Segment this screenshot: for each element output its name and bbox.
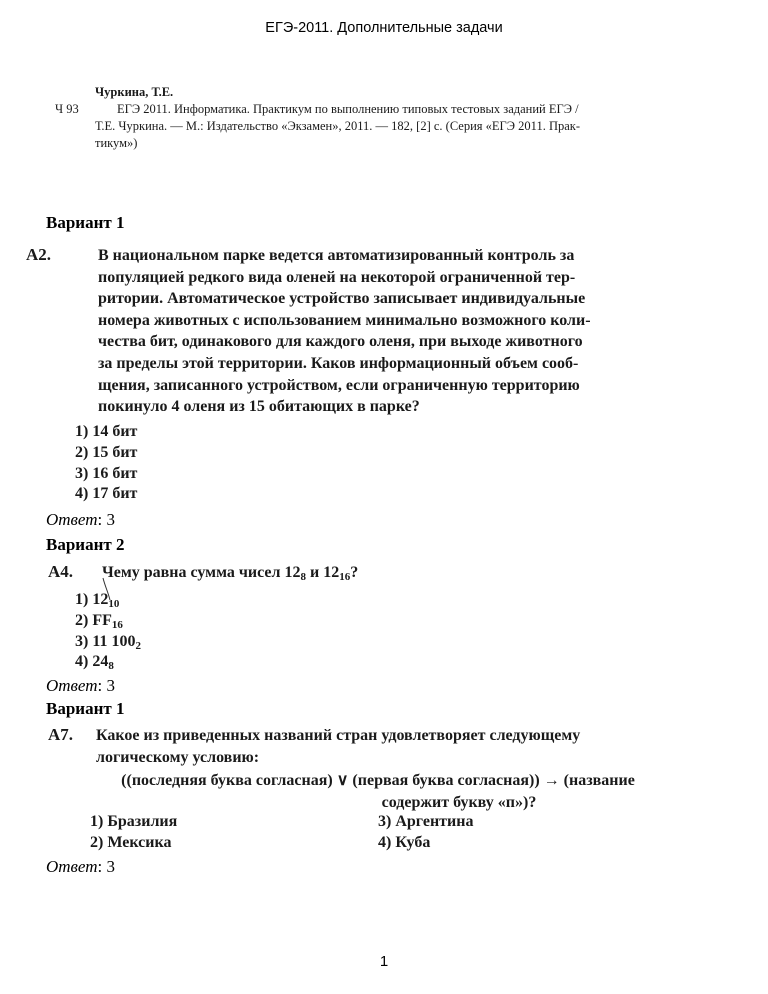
question-number: А2. (26, 245, 52, 264)
answer-label: Ответ (46, 510, 98, 529)
question-part: Чему равна сумма чисел 12 (102, 564, 301, 581)
answer-value: : 3 (97, 676, 116, 695)
question-line: популяцией редкого вида оленей на некоторой ограниченной тер- (98, 268, 576, 286)
formula-line: ((последняя буква согласная) ∨ (первая буква согласная)) → (название (121, 772, 635, 789)
option-3: 3) 11 $100_2$ (75, 632, 141, 652)
question-line: Какое из приведенных названий стран удовлетворяет следующему (96, 727, 581, 744)
variant-heading: Вариант 1 (46, 699, 125, 718)
answer-line (46, 510, 115, 530)
question-text (98, 245, 724, 418)
answer-label: Ответ (46, 857, 98, 876)
answer-value: : 3 (97, 510, 116, 529)
question-line: логическому условию: (96, 748, 260, 766)
biblio-line: Т.Е. Чуркина. — М.: Издательство «Экзамен», 2011. — 182, [2] с. (Серия «ЕГЭ 2011. Прак- (95, 119, 581, 133)
base-subscript: 8 (300, 571, 306, 583)
question-line: покинуло 4 оленя из 15 обитающих в парке? (98, 398, 420, 416)
option-1: 1) Бразилия (90, 813, 178, 830)
option-3: 3) Аргентина (378, 813, 474, 830)
option-2: 2) Мексика (90, 834, 172, 851)
question-line: ритории. Автоматическое устройство записывает индивидуальные (98, 290, 586, 308)
answer-options (75, 422, 137, 505)
question-line: чества бит, одинакового для каждого оленя, при выходе животного (98, 333, 583, 351)
question-number: А4. (48, 562, 74, 581)
answer-line (46, 857, 115, 877)
option-1: 1) $12_{10}$ (75, 591, 120, 610)
option-4: 4) $24_8$ (75, 653, 114, 673)
answer-value: : 3 (97, 857, 116, 876)
biblio-line: тикум») (95, 136, 138, 150)
base-subscript: 16 (339, 571, 351, 583)
page-header: ЕГЭ-2011. Дополнительные задачи (265, 20, 503, 36)
question-text (102, 562, 358, 584)
option-2: 2) 15 бит (75, 443, 138, 461)
option-1: 1) 14 бит (75, 423, 138, 440)
option-3: 3) 16 бит (75, 464, 138, 482)
answer-line (46, 676, 115, 696)
question-part: и 12 (305, 564, 340, 581)
biblio-line: ЕГЭ 2011. Информатика. Практикум по выполнению типовых тестовых заданий ЕГЭ / (117, 102, 579, 116)
page-number: 1 (379, 953, 389, 970)
question-number: А7. (48, 725, 74, 744)
option-4: 4) Куба (378, 834, 431, 851)
biblio-code: Ч 93 (55, 102, 79, 116)
biblio-author: Чуркина, Т.Е. (95, 85, 174, 99)
option-4: 4) 17 бит (75, 485, 138, 503)
question-part: ? (350, 564, 359, 581)
option-2: 2) $FF_{16}$ (75, 611, 123, 631)
answer-options (75, 590, 141, 673)
variant-heading: Вариант 2 (46, 535, 125, 554)
question-line: щения, записанного устройством, если ограниченную территорию (98, 376, 580, 394)
answer-label: Ответ (46, 676, 98, 695)
question-text (96, 725, 580, 768)
logic-formula (0, 770, 768, 813)
formula-line: содержит букву «п»)? (381, 793, 537, 811)
question-line: В национальном парке ведется автоматизированный контроль за (98, 247, 575, 264)
question-line: за пределы этой территории. Каков информационный объем сооб- (98, 354, 579, 372)
variant-heading: Вариант 1 (46, 213, 125, 232)
question-line: номера животных с использованием минимально возможного коли- (98, 311, 591, 329)
